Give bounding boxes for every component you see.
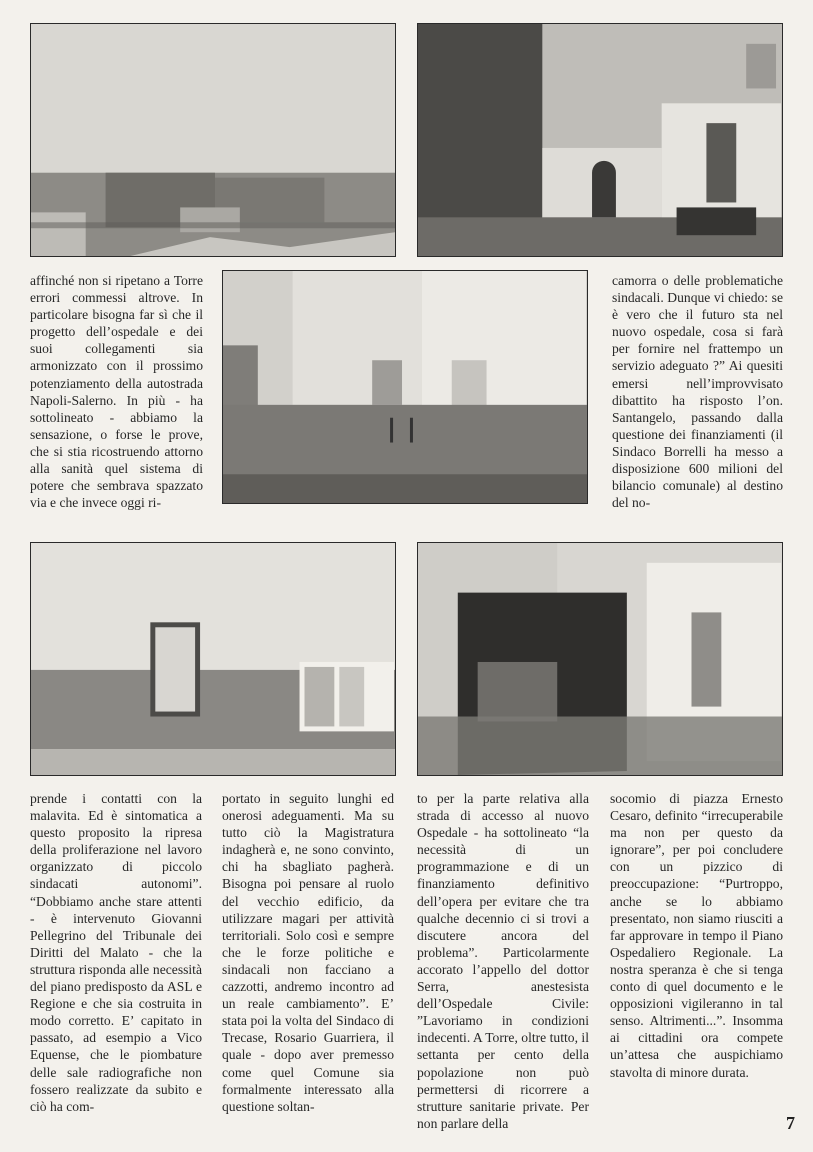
photo-hospital-building: [222, 270, 588, 504]
article-paragraph: to per la parte relativa alla strada di accesso al nuovo Ospedale - ha sottolineato “la necessità di un programmazione e di un finanziamento definitivo dell’opera per evitare che tra qualche decennio ci si trovi a discutere ancora del problema”. Particolarmente accorato l’appello del dottor Serra, anestesista dell’Ospedale Civile: ”Lavoriamo in condizioni indecenti. A Torre, oltre tutto, il settanta per cento della popolazione non può permettersi di ricorrere a strutture sanitarie private. Per non parlare della: [417, 791, 589, 1131]
article-paragraph: affinché non si ripetano a Torre errori commessi altrove. In particolare bisogna far sì che il progetto dell’ospedale e dei suoi collegamenti sia armonizzato con il prossimo potenziamento della autostrada Napoli-Salerno. In più - ha sottolineato - abbiamo la sensazione, o forse le prove, che si stia ricostruendo attorno alla sanità quel sistema di potere che sembrava spazzato via e che invece oggi ri-: [30, 273, 203, 511]
photo-corridor-entrance: [30, 542, 396, 776]
photo-city-skyline: [30, 23, 396, 257]
photo-hospital-building-image: [223, 271, 587, 503]
article-column-left-middle: [30, 272, 203, 511]
article-paragraph: prende i contatti con la malavita. Ed è sintomatica a questo proposito la ripresa della proliferazione nel lavoro organizzato di piccolo sindacati autonomi”. “Dobbiamo anche stare attenti - è intervenuto Giovanni Pellegrino del Tribunale dei Diritti del Malato - che la struttura risponda alle necessità del piano predisposto da ASL e Regione e che sia costruita in modo corretto. E’ capitato in passato, ad esempio a Vico Equense, che le piombature delle sale radiografiche non fossero realizzate da subito e ciò ha com-: [30, 791, 202, 1114]
photo-hospital-courtyard: [417, 23, 783, 257]
photo-corridor-entrance-image: [31, 543, 395, 775]
article-paragraph: portato in seguito lunghi ed onerosi adeguamenti. Ma su tutto ciò la Magistratura indagherà e, ne sono convinto, chi ha sbagliato pagherà. Bisogna poi pensare al ruolo del vecchio edificio, da utilizzare magari per attività territoriali. Solo così e sempre che le forze politiche e sindacali non facciano a cazzotti, andremo incontro ad un reale cambiamento”. E’ stata poi la volta del Sindaco di Trecase, Rosario Guarriera, il quale - dopo aver premesso come quel Comune sia formalmente interessato alla questione soltan-: [222, 791, 394, 1114]
photo-hospital-courtyard-image: [418, 24, 782, 256]
article-column-right-middle: [612, 272, 783, 511]
article-column-2: [222, 790, 394, 1115]
article-paragraph: socomio di piazza Ernesto Cesaro, definito “irrecuperabile ma non per questo da ignorare”, per poi concludere con un pizzico di preoccupazione: “Purtroppo, anche se lo abbiamo presentato, non siamo riusciti a far approvare in tempo il Piano Ospedaliero Regionale. La nostra speranza è che si tenga conto di quel documento e le opposizioni vigileranno in tal senso. Altrimenti...”. Insomma ai cittadini ora compete un’attesa che auspichiamo stavolta di minore durata.: [610, 791, 783, 1080]
article-column-4: [610, 790, 783, 1081]
photo-long-corridor: [417, 542, 783, 776]
article-column-3: [417, 790, 589, 1132]
article-paragraph: camorra o delle problematiche sindacali. Dunque vi chiedo: se è vero che il futuro sta nel nuovo ospedale, cosa si farà per fornire nel frattempo un servizio adeguato ?” Ai quesiti emersi nell’improvvisato dibattito ha risposto l’on. Santangelo, passando dalla questione dei finanziamenti (il Sindaco Borrelli ha messo a disposizione 600 milioni del bilancio comunale) al destino del no-: [612, 273, 783, 511]
photo-city-skyline-image: [31, 24, 395, 256]
photo-long-corridor-image: [418, 543, 782, 775]
page-number: 7: [786, 1113, 795, 1133]
article-column-1: [30, 790, 202, 1115]
